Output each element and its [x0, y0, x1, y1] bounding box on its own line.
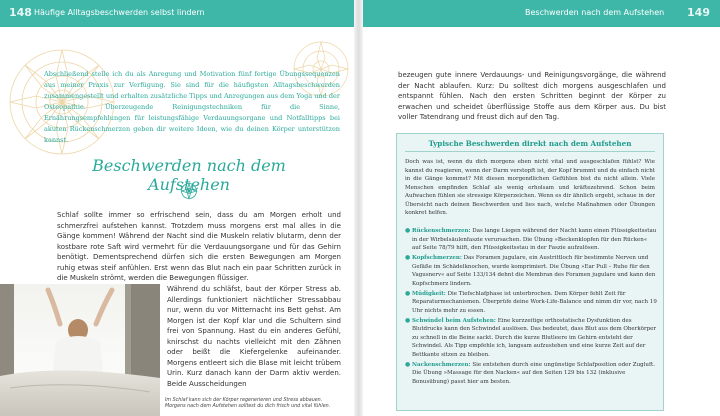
- left-running-title: Häufige Alltagsbeschwerden selbst lindern: [34, 8, 205, 17]
- bullet-icon: ●: [405, 316, 411, 324]
- list-item-term: Rückenschmerzen:: [412, 228, 471, 234]
- chapter-intro-text: Abschließend stelle ich du als Anregung und Motivation fünf fertige Übungssequenzen aus meiner Praxis zur Verfügung. Sie sind für die häufigsten Alltagsbeschwerden zusammengestellt und erhalten zusätzliche Tipps und Anregungen aus dem Yoga und der Osteopathie. Überzeugende Reinigungstechniken für die Sinne, Ernährungsempfehlungen für leistungsfähige Verdauungsorgane und Notfalltipps bei akuten Rückenschmerzen geben dir weitere Ideen, wie du deinen Körper unterstützen kannst.: [44, 70, 340, 144]
- list-item-term: Nackenschmerzen:: [412, 361, 471, 368]
- info-box-divider: [405, 151, 655, 152]
- left-page-header: [0, 0, 354, 27]
- bullet-icon: ●: [405, 254, 411, 261]
- right-page-header: [363, 0, 720, 27]
- info-box-title: Typische Beschwerden direkt nach dem Aufstehen: [428, 139, 632, 148]
- right-page-number: 149: [687, 6, 710, 19]
- list-item-term: Kopfschmerzen:: [412, 255, 462, 261]
- left-page-number: 148: [9, 6, 32, 19]
- flower-ornament-icon: [180, 182, 198, 200]
- list-item-text: Das Foramen jugulare, ein Austrittloch für bestimmte Nerven und Gefäße im Schädelknochen, wurde komprimiert. Die Übung »Ear Pull – Ruhe für den Vagusnerv« auf Seite 133/134 dehnt die Membran des Foramen jugulare und kann den Kopfschmerz lindern.: [412, 255, 656, 287]
- list-item-text: Das lange Liegen während der Nacht kann einen Flüssigkeitsstau in der Wirbelsäulenfaszie verursachen. Die Übung »Beckenklopfen für den Rücken« auf Seite 78/79 hilft, den Flüssigkeitsstau in der Faszie aufzulösen.: [412, 228, 657, 251]
- list-item-term: Schwindel beim Aufstehen:: [412, 317, 496, 324]
- symptoms-info-box: [396, 133, 664, 411]
- bullet-icon: ●: [405, 227, 411, 234]
- photo-caption: Im Schlaf kann sich der Körper regenerieren und Stress abbauen. Morgens nach dem Aufstehen solltest du dich frisch und vital fühlen.: [165, 398, 331, 409]
- list-item: [405, 317, 657, 360]
- body-paragraph-1: Schlaf sollte immer so erfrischend sein, dass du am Morgen erholt und schmerzfrei aufstehen kannst. Trotzdem muss morgens erst mal alles in die Gänge kommen! Während der Nacht sind die Muskeln relativ blutarm, denn der kostbare rote Saft wird vermehrt für die Verdauungsorgane und für das Gehirn benötigt. Dementsprechend dürfen sich die ersten Bewegungen am Morgen ruhig etwas steif anfühlen. Erst wenn das Blut nach ein paar Schritten zurück in die Muskeln strömt, werden die Bewegungen flüssiger.: [57, 211, 341, 282]
- info-box-intro: Doch was ist, wenn du dich morgens eben nicht vital und ausgeschlafen fühlst? Wie kannst du reagieren, wenn der Darm verstopft ist, der Kopf brummt und du einfach nicht in die Gänge kommst? Mit diesen morgendlichen Gefühlen bist du nicht allein. Viele Menschen empfinden Schlaf als wenig erholsam und kräftezehrend. Schon beim Aufwachen fühlen sie stressige Körperzeichen. Wenn es dir ähnlich ergeht, schaue in der Übersicht nach deinen Beschwerden und lies nach, welche Maßnahmen oder Übungen konkret helfen.: [405, 159, 655, 216]
- right-running-title: Beschwerden nach dem Aufstehen: [525, 8, 665, 17]
- section-heading: Beschwerden nach dem Aufstehen: [92, 156, 286, 194]
- morning-stretch-photo: [0, 284, 160, 416]
- list-item-text: Eine kurzzeitige orthostatische Dysfunktion des Blutdrucks kann den Schwindel auslösen. Das bedeutet, dass Blut aus dem Oberkörper zu schnell in die Beine sackt. Durch die kurze Blutleere im Gehirn entsteht der Schwindel. Als Tipp empfehle ich, langsam aufzustehen und eine kurze Zeit auf der Bettkante sitzen zu bleiben.: [412, 317, 656, 358]
- body-paragraph-2: Während du schläfst, baut der Körper Stress ab. Allerdings funktioniert nächtlicher Stressabbau nur, wenn du vor Mitternacht ins Bett gehst. Am Morgen ist der Kopf klar und die Schultern sind frei von Spannung. Hast du ein anderes Gefühl, knirschst du nachts vielleicht mit den Zähnen oder beißt die Kiefergelenke aufeinander. Morgens entleert sich die Blase mit leicht trübem Urin. Kurz danach kann der Darm aktiv werden. Beide Ausscheidungen: [167, 285, 341, 388]
- list-item: [405, 227, 657, 253]
- bullet-icon: ●: [405, 360, 411, 368]
- list-item-text: Sie entstehen durch eine ungünstige Schlafposition oder Zugluft. Die Übung »Massage für den Nacken« auf den Seiten 129 bis 132 (inklusive Bonusübung) passt hier am besten.: [412, 361, 655, 385]
- bullet-icon: ●: [405, 289, 411, 297]
- list-item-text: Die Tiefschlafphase ist unterbrochen. Dem Körper fehlt Zeit für Reparaturmechanismen. Überprüfe deine Work-Life-Balance und nimm dir vor, nach 19 Uhr nichts mehr zu essen.: [412, 290, 657, 314]
- right-body-paragraph: bezeugen gute innere Verdauungs- und Reinigungsvorgänge, die während der Nacht ablaufen. Kurz: Du solltest dich morgens ausgeschlafen und entspannt fühlen. Nach den ersten Schritten beginnt der Körper zu erwachen und scheidet überflüssige Stoffe aus dem Körper aus. Du bist voller Tatendrang und freust dich auf den Tag.: [398, 71, 666, 121]
- page-gutter: [354, 0, 363, 416]
- list-item: [405, 254, 657, 288]
- list-item: [405, 361, 657, 387]
- symptoms-list: [405, 227, 657, 388]
- list-item-term: Müdigkeit:: [412, 290, 446, 297]
- list-item: [405, 290, 657, 316]
